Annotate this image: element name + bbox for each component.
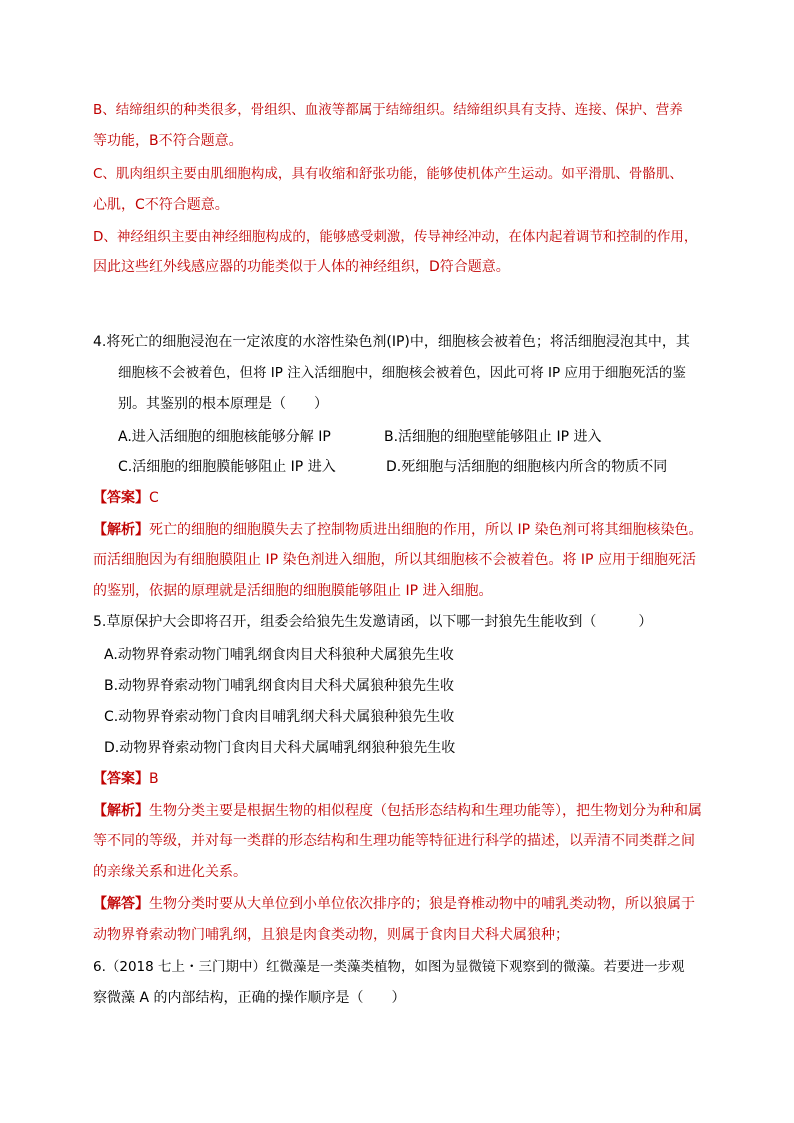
q4-option-b: B.活细胞的细胞壁能够阻止 IP 进入 — [384, 429, 602, 445]
q3-analysis-c-line1: C、肌肉组织主要由肌细胞构成，具有收缩和舒张功能，能够使机体产生运动。如平滑肌、骨骼肌、 — [93, 166, 683, 182]
answer-tag: 【答案】 — [93, 771, 149, 787]
answer-value: C — [149, 490, 159, 506]
q5-option-d: D.动物界脊索动物门食肉目犬科犬属哺乳纲狼种狼先生收 — [104, 740, 456, 756]
q5-option-b: B.动物界脊索动物门哺乳纲食肉目犬科犬属狼种狼先生收 — [104, 678, 455, 694]
analysis-tag: 【解析】 — [93, 522, 149, 538]
analysis-text: 死亡的细胞的细胞膜失去了控制物质进出细胞的作用，所以 IP 染色剂可将其细胞核染色。 — [149, 522, 703, 538]
q5-analysis-line1 — [93, 801, 702, 821]
q4-analysis-line3: 的鉴别，依据的原理就是活细胞的细胞膜能够阻止 IP 进入细胞。 — [93, 583, 493, 599]
q5-option-a: A.动物界脊索动物门哺乳纲食肉目犬科狼种犬属狼先生收 — [104, 647, 454, 663]
answer-tag: 【答案】 — [93, 490, 149, 506]
q4-stem-line2: 细胞核不会被着色，但将 IP 注入活细胞中，细胞核会被着色，因此可将 IP 应用于细胞死活的鉴 — [118, 365, 686, 381]
q4-answer — [93, 488, 159, 508]
q5-analysis-line3: 的亲缘关系和进化关系。 — [93, 864, 247, 880]
q5-analysis-line2: 等不同的等级，并对每一类群的形态结构和生理功能等特征进行科学的描述，以弄清不同类群之间 — [93, 833, 695, 849]
q5-stem: 5.草原保护大会即将召开，组委会给狼先生发邀请函，以下哪一封狼先生能收到（ ） — [93, 614, 653, 630]
q3-analysis-b-line2: 等功能，B不符合题意。 — [93, 133, 243, 149]
q4-stem-line3: 别。其鉴别的根本原理是（ ） — [118, 396, 328, 412]
q3-analysis-d-line1: D、神经组织主要由神经细胞构成的，能够感受刺激，传导神经冲动，在体内起着调节和控制的作用， — [93, 229, 698, 245]
q4-option-d: D.死细胞与活细胞的细胞核内所含的物质不同 — [386, 459, 668, 475]
q3-analysis-b-line1: B、结缔组织的种类很多，骨组织、血液等都属于结缔组织。结缔组织具有支持、连接、保护、营养 — [93, 102, 683, 118]
analysis-text: 生物分类主要是根据生物的相似程度（包括形态结构和生理功能等），把生物划分为种和属 — [149, 803, 702, 819]
q5-option-c: C.动物界脊索动物门食肉目哺乳纲犬科犬属狼种狼先生收 — [104, 709, 455, 725]
solution-tag: 【解答】 — [93, 896, 149, 912]
answer-value: B — [149, 771, 159, 787]
q5-solution-line2: 动物界脊索动物门哺乳纲，且狼是肉食类动物，则属于食肉目犬科犬属狼种； — [93, 927, 569, 943]
q4-stem-line1: 4.将死亡的细胞浸泡在一定浓度的水溶性染色剂(IP)中，细胞核会被着色；将活细胞浸泡其中，其 — [93, 334, 690, 350]
q4-analysis-line2: 而活细胞因为有细胞膜阻止 IP 染色剂进入细胞，所以其细胞核不会被着色。将 IP 应用于细胞死活 — [93, 552, 696, 568]
q5-solution-line1 — [93, 894, 695, 914]
solution-text: 生物分类时要从大单位到小单位依次排序的；狼是脊椎动物中的哺乳类动物，所以狼属于 — [149, 896, 695, 912]
q4-option-a: A.进入活细胞的细胞核能够分解 IP — [118, 429, 331, 445]
q4-analysis-line1 — [93, 520, 702, 540]
q5-answer — [93, 769, 159, 789]
analysis-tag: 【解析】 — [93, 803, 149, 819]
q6-stem-line1: 6.（2018 七上・三门期中）红微藻是一类藻类植物，如图为显微镜下观察到的微藻。若要进一步观 — [93, 959, 685, 975]
q6-stem-line2: 察微藻 A 的内部结构，正确的操作顺序是（ ） — [93, 990, 406, 1006]
q4-option-c: C.活细胞的细胞膜能够阻止 IP 进入 — [118, 459, 336, 475]
q3-analysis-d-line2: 因此这些红外线感应器的功能类似于人体的神经组织，D符合题意。 — [93, 259, 510, 275]
q3-analysis-c-line2: 心肌，C不符合题意。 — [93, 197, 229, 213]
